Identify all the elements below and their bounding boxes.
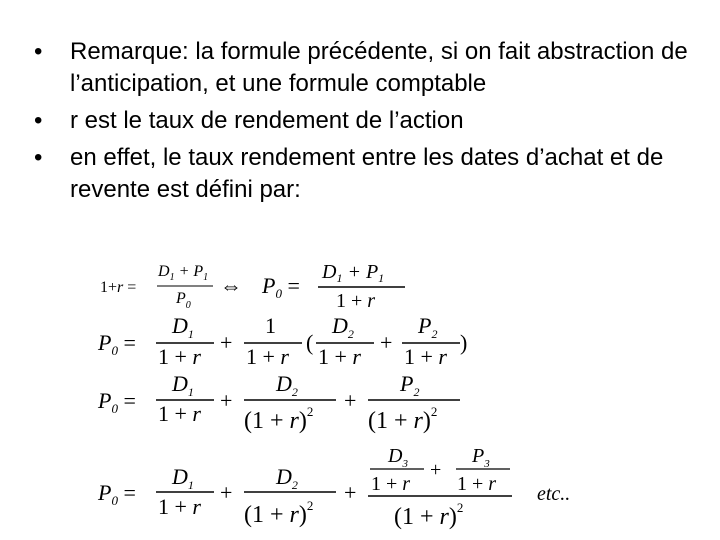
bullet-marker: •	[34, 38, 43, 65]
svg-text:1: 1	[265, 313, 276, 338]
svg-text:): )	[460, 330, 468, 355]
svg-text:1 + r: 1 + r	[158, 344, 201, 369]
svg-text:1 + r: 1 + r	[246, 344, 289, 369]
svg-text:D2: $D_2$	[332, 313, 354, 341]
svg-text:⇔: ⇔	[220, 273, 242, 298]
svg-text:1 + r: 1 + r	[318, 344, 361, 369]
svg-text:+: +	[220, 480, 233, 505]
svg-text:P0 =: $P_0$ =	[98, 388, 136, 416]
bullet-marker: •	[34, 144, 43, 171]
svg-text:+: +	[430, 459, 442, 481]
svg-text:+: +	[344, 388, 357, 413]
svg-text:D1 + P1: $D_1 + P_1$	[322, 261, 385, 285]
svg-text:P0: $P_0$	[176, 290, 191, 311]
svg-text:+: +	[344, 480, 357, 505]
svg-text:1 + r: 1 + r	[457, 473, 497, 495]
svg-text:D1: $D_1$	[172, 464, 194, 492]
equation-1	[100, 261, 405, 312]
bullet-text: en effet, le taux rendement entre les dates d’achat et de revente est défini par:	[70, 144, 664, 203]
svg-text:etc..: etc..	[537, 483, 571, 505]
svg-text:1 + r: 1 + r	[158, 494, 201, 519]
bullet-text: r est le taux de rendement de l’action	[70, 107, 464, 134]
svg-text:1+r =: 1+r =	[100, 279, 137, 296]
svg-text:P2: $P_2$	[400, 371, 420, 399]
svg-text:+: +	[220, 388, 233, 413]
svg-text:1 + r: 1 + r	[404, 344, 447, 369]
svg-text:+: +	[380, 330, 393, 355]
svg-text:(: (	[306, 330, 314, 355]
svg-text:D2: $D_2$	[276, 371, 298, 399]
svg-text:+: +	[220, 330, 233, 355]
equation-2	[97, 313, 467, 369]
svg-text:1 + r: 1 + r	[158, 401, 201, 426]
bullet-text: Remarque: la formule précédente, si on fait abstraction de l’anticipation, et une formule comptable	[70, 38, 688, 97]
svg-text:(1 + r)2: $(1 + r)^2$	[244, 404, 314, 434]
svg-text:D1: $D_1$	[172, 371, 194, 399]
svg-text:P0 =: $P_0$ =	[98, 480, 136, 508]
svg-text:(1 + r)2: $(1 + r)^2$	[368, 404, 438, 434]
svg-text:1 + r: 1 + r	[336, 290, 376, 312]
svg-text:(1 + r)2: $(1 + r)^2$	[394, 500, 464, 530]
svg-text:P2: $P_2$	[418, 313, 438, 341]
svg-text:D2: $D_2$	[276, 464, 298, 492]
svg-text:P0 =: $P_0$ =	[262, 273, 300, 301]
bullet-marker: •	[34, 107, 43, 134]
svg-text:D1 + P1: $D_1 + P_1$	[158, 263, 209, 283]
svg-text:D3: $D_3$	[388, 445, 408, 470]
equation-4	[97, 445, 570, 530]
svg-text:1 + r: 1 + r	[371, 473, 411, 495]
svg-text:P3: $P_3$	[472, 445, 490, 470]
svg-text:D1: $D_1$	[172, 313, 194, 341]
svg-text:(1 + r)2: $(1 + r)^2$	[244, 498, 314, 528]
equation-3	[97, 371, 460, 434]
svg-text:P0 =: $P_0$ =	[98, 330, 136, 358]
